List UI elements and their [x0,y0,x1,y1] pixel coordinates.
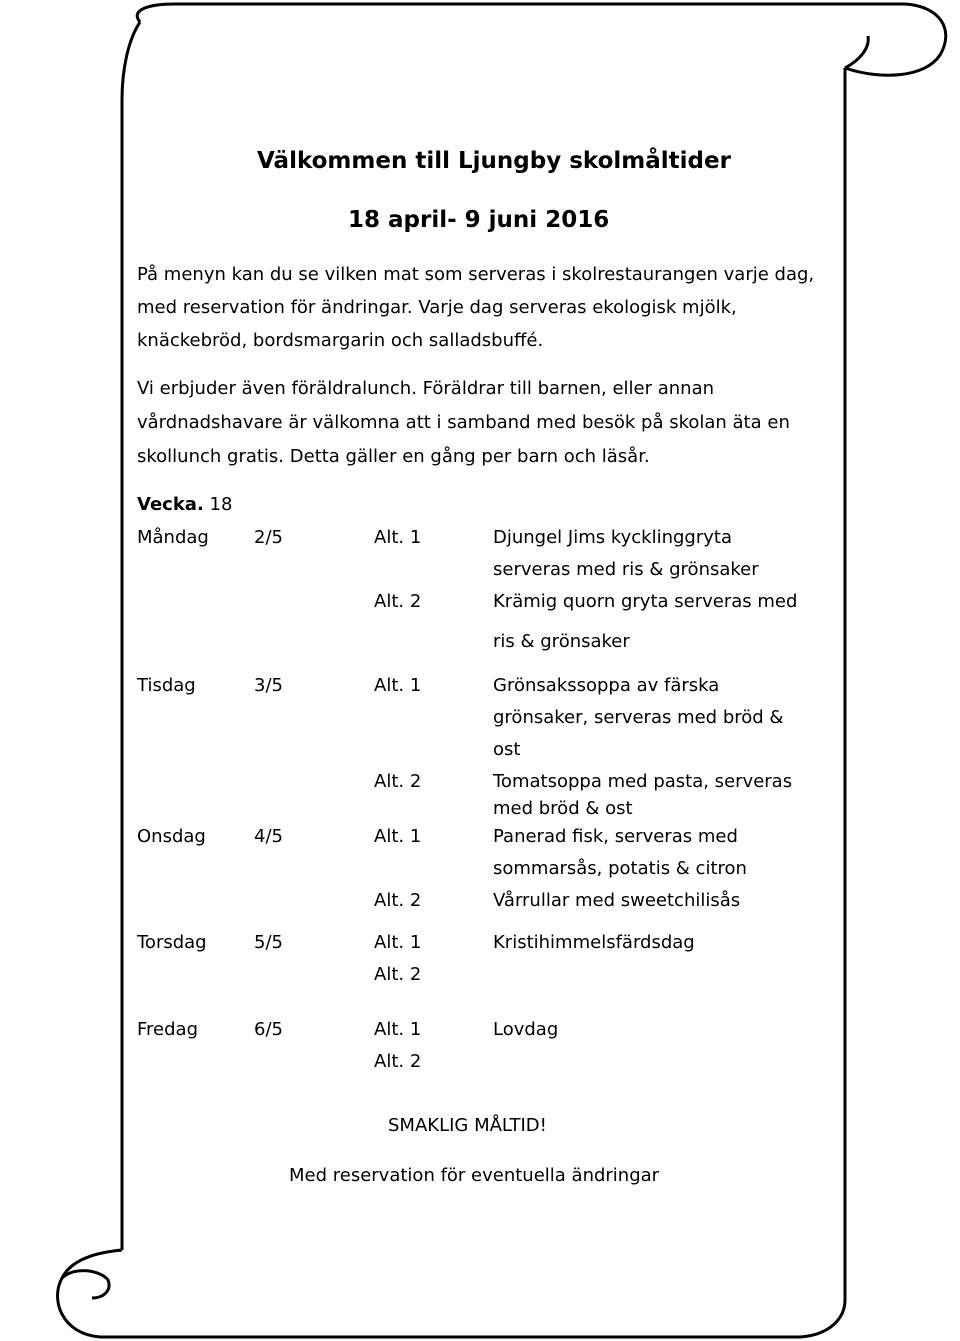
disclaimer: Med reservation för eventuella ändringar [289,1165,660,1186]
page-title: Välkommen till Ljungby skolmåltider [257,148,731,174]
closing-greeting: SMAKLIG MÅLTID! [388,1115,547,1136]
intro-line-1: På menyn kan du se vilken mat som serveras i skolrestaurangen varje dag, [137,264,815,285]
dish-line: Grönsakssoppa av färska [493,675,720,696]
dish-line: grönsaker, serveras med bröd & [493,707,784,728]
alt-label: Alt. 1 [374,826,422,847]
dish-line: ost [493,739,521,760]
dish-line: serveras med ris & grönsaker [493,559,759,580]
dish-line: ris & grönsaker [493,631,630,652]
alt-label: Alt. 2 [374,964,422,985]
date-range: 18 april- 9 juni 2016 [348,207,610,233]
dish-line: Panerad fisk, serveras med [493,826,738,847]
dish-line: Lovdag [493,1019,559,1040]
intro-line-2: med reservation för ändringar. Varje dag serveras ekologisk mjölk, [137,297,737,318]
day-date-thursday: 5/5 [254,932,283,953]
day-name-wednesday: Onsdag [137,826,206,847]
alt-label: Alt. 1 [374,1019,422,1040]
alt-label: Alt. 1 [374,675,422,696]
day-name-thursday: Torsdag [137,932,207,953]
dish-line: Tomatsoppa med pasta, serveras [493,771,793,792]
alt-label: Alt. 2 [374,771,422,792]
day-date-tuesday: 3/5 [254,675,283,696]
dish-line: Vårrullar med sweetchilisås [493,890,741,911]
alt-label: Alt. 1 [374,932,422,953]
dish-line: Djungel Jims kycklinggryta [493,527,733,548]
day-name-tuesday: Tisdag [137,675,196,696]
alt-label: Alt. 2 [374,890,422,911]
alt-label: Alt. 2 [374,1051,422,1072]
parent-lunch-line-3: skollunch gratis. Detta gäller en gång per barn och läsår. [137,446,650,467]
alt-label: Alt. 1 [374,527,422,548]
week-label: Vecka. [137,494,204,515]
dish-line: med bröd & ost [493,798,633,819]
intro-line-3: knäckebröd, bordsmargarin och salladsbuffé. [137,330,544,351]
day-name-friday: Fredag [137,1019,199,1040]
day-date-monday: 2/5 [254,527,283,548]
dish-line: Kristihimmelsfärdsdag [493,932,695,953]
day-date-friday: 6/5 [254,1019,283,1040]
parent-lunch-line-1: Vi erbjuder även föräldralunch. Föräldrar till barnen, eller annan [137,378,715,399]
week-heading [137,494,232,515]
week-number: 18 [209,494,233,515]
day-date-wednesday: 4/5 [254,826,283,847]
dish-line: Krämig quorn gryta serveras med [493,591,798,612]
parent-lunch-line-2: vårdnadshavare är välkomna att i samband med besök på skolan äta en [137,412,790,433]
dish-line: sommarsås, potatis & citron [493,858,747,879]
alt-label: Alt. 2 [374,591,422,612]
day-name-monday: Måndag [137,527,209,548]
